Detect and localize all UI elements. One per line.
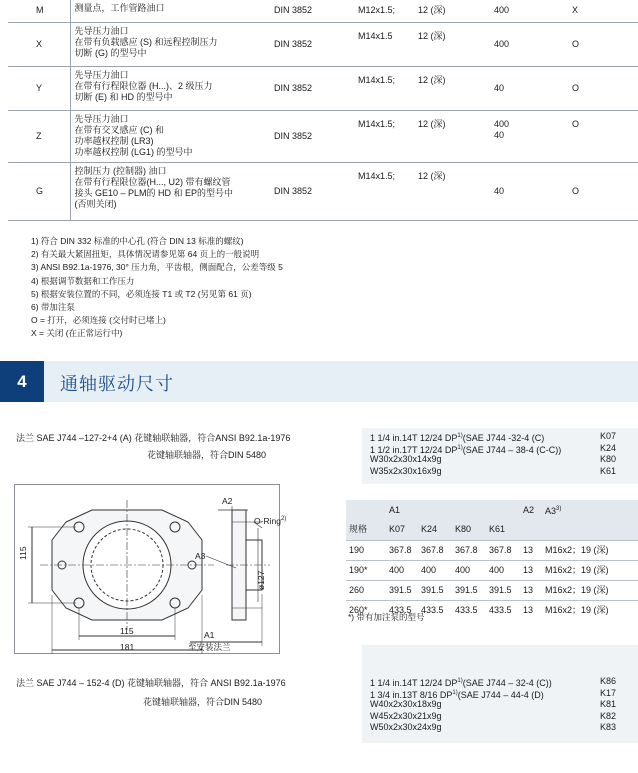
spec-header-cell: 规格 xyxy=(346,520,386,540)
thread-cell: M14x1.5; xyxy=(354,162,414,220)
dim-115-horizontal: 115 xyxy=(120,626,134,636)
section-header xyxy=(0,361,638,402)
spec-cell: 391.5 xyxy=(486,580,520,600)
spline-item xyxy=(370,466,616,477)
pressure-cell xyxy=(490,22,568,66)
depth-cell: 12 (深) xyxy=(414,162,490,220)
footnote-line: 6) 带加注泵 xyxy=(31,302,75,312)
section-number: 4 xyxy=(0,361,44,402)
spec-cell: 400 xyxy=(486,560,520,580)
spec-cell: 433.5 xyxy=(386,600,418,620)
pressure-cell xyxy=(490,66,568,110)
state-cell: O xyxy=(568,22,638,66)
spline-spec: W45x2x30x21x9g xyxy=(370,710,442,721)
spec-row xyxy=(346,560,638,580)
spec-cell: M16x2；19 (深) xyxy=(542,540,638,560)
spec-cell: 400 xyxy=(418,560,452,580)
spline-spec: 1 1/2 in.17T 12/24 DP xyxy=(370,444,458,455)
state-cell: O xyxy=(568,162,638,220)
dim-181: 181 xyxy=(120,642,135,652)
spec-cell: 13 xyxy=(520,560,542,580)
pressure-value-2: 40 xyxy=(494,129,505,140)
spec-header-row xyxy=(346,500,638,520)
depth-cell: 12 (深) xyxy=(414,110,490,162)
spec-header-a3-sup: 3) xyxy=(556,505,562,512)
spline-standard: (SAE J744 -32-4 (C) xyxy=(462,433,545,443)
label-a2: A2 xyxy=(222,496,233,506)
depth-cell: 12 (深) xyxy=(414,66,490,110)
spec-cell: 190 xyxy=(346,540,386,560)
spec-cell: 367.8 xyxy=(452,540,486,560)
dim-127: ø127 xyxy=(256,570,266,590)
port-cell: Z xyxy=(8,110,70,162)
spec-cell: 367.8 xyxy=(386,540,418,560)
spline-spec: 1 1/4 in.14T 12/24 DP xyxy=(370,433,458,443)
spline-code: K61 xyxy=(599,465,616,476)
desc-cell: 先导压力油口 在带有负载感应 (S) 和远程控制压力 切断 (G) 的型号中 xyxy=(70,22,270,66)
footnote-line: O = 打开，必须连接 (交付时已堵上) xyxy=(31,315,166,326)
spec-cell: 367.8 xyxy=(418,540,452,560)
port-row xyxy=(8,22,638,66)
spec-cell: M16x2；19 (深) xyxy=(542,600,638,620)
spec-cell: 400 xyxy=(452,560,486,580)
spec-header-cell: K24 xyxy=(418,520,452,540)
port-row xyxy=(8,110,638,162)
spec-header-a3-label: A3 xyxy=(545,505,557,516)
spec-header-cell: A2 xyxy=(520,500,542,520)
spline-sup: 1) xyxy=(457,433,463,439)
spline-standard: (SAE J744 – 38-4 (C-C)) xyxy=(462,444,562,455)
spec-row xyxy=(346,540,638,560)
flange-drawing xyxy=(0,470,300,670)
spline-spec: W35x2x30x16x9g xyxy=(370,465,442,476)
thread-cell: M14x1.5; xyxy=(354,110,414,162)
spec-footnote: *) 带有加注泵的型号 xyxy=(348,612,425,622)
pressure-cell xyxy=(490,110,568,162)
std-cell: DIN 3852 xyxy=(270,0,354,22)
spec-header-cell xyxy=(520,520,542,540)
state-cell: O xyxy=(568,110,638,162)
state-cell: X xyxy=(568,0,638,22)
spec-cell: 391.5 xyxy=(386,580,418,600)
port-cell: M xyxy=(8,0,70,22)
footnote-line: X = 关闭 (在正常运行中) xyxy=(31,328,123,339)
spec-cell: 13 xyxy=(520,600,542,620)
port-cell: G xyxy=(8,162,70,220)
footnote-line: 5) 根据安装位置的不同，必须连接 T1 或 T2 (另见第 61 页) xyxy=(31,288,252,299)
pressure-value: 40 xyxy=(494,82,505,93)
label-a1: A1 xyxy=(204,630,215,640)
port-cell: X xyxy=(8,22,70,66)
spline-spec: W30x2x30x14x9g xyxy=(370,454,442,464)
std-cell: DIN 3852 xyxy=(270,110,354,162)
spline-spec: 1 1/4 in.14T 12/24 DP xyxy=(370,678,458,688)
desc-cell: 测量点，工作管路油口 xyxy=(70,0,270,22)
spline-sup: 1) xyxy=(457,444,463,451)
spline-standard: (SAE J744 – 44-4 (D) xyxy=(457,689,544,700)
pressure-value: 400 xyxy=(494,38,510,49)
spec-cell: 13 xyxy=(520,580,542,600)
dimension-table xyxy=(346,500,638,620)
spec-header-cell xyxy=(346,500,386,520)
spline-spec: W40x2x30x18x9g xyxy=(370,699,442,709)
spline-item xyxy=(370,722,616,733)
pressure-value: 400 xyxy=(494,5,510,16)
spec-cell: 391.5 xyxy=(452,580,486,600)
std-cell: DIN 3852 xyxy=(270,162,354,220)
spec-header-cell xyxy=(418,500,452,520)
thread-cell: M14x1.5; xyxy=(354,66,414,110)
spec-cell: 433.5 xyxy=(486,600,520,620)
spec-cell: 433.5 xyxy=(418,600,452,620)
port-row xyxy=(8,0,638,22)
spec-cell: 13 xyxy=(520,540,542,560)
flange1-caption: 法兰 SAE J744 –127-2+4 (A) 花键轴联轴器，符合ANSI B92.1a-1976 xyxy=(16,433,291,443)
spec-cell: 400 xyxy=(386,560,418,580)
footnote-line: 2) 有关最大紧固扭矩，具体情况请参见第 64 页上的一般说明 xyxy=(31,249,260,260)
spline-code: K07 xyxy=(599,431,616,441)
spec-header-cell xyxy=(452,500,486,520)
depth-cell: 12 (深) xyxy=(414,22,490,66)
spec-header-cell xyxy=(542,520,638,540)
port-row xyxy=(8,66,638,110)
state-cell: O xyxy=(568,66,638,110)
spline-code: K24 xyxy=(599,442,616,453)
spline-code: K86 xyxy=(599,676,616,686)
label-a3: A3 xyxy=(195,551,206,561)
footnote-line: 4) 根据调节数据和工作压力 xyxy=(31,275,135,286)
desc-cell: 先导压力油口 在带有交叉感应 (C) 和 功率越权控制 (LR3) 功率越权控制 (LG1) 的型号中 xyxy=(70,110,270,162)
spec-cell: 433.5 xyxy=(452,600,486,620)
spline-sup: 1) xyxy=(452,689,458,696)
spline-standard: (SAE J744 – 32-4 (C)) xyxy=(462,678,552,688)
footnote-line: 3) ANSI B92.1a-1976, 30° 压力角，平齿根，侧面配合，公差等级 5 xyxy=(31,262,283,273)
spec-cell: 391.5 xyxy=(418,580,452,600)
section-title: 通轴驱动尺寸 xyxy=(60,374,174,394)
dim-115-vertical: 115 xyxy=(18,546,28,560)
spec-header-a3 xyxy=(542,500,638,520)
spec-cell: 260* xyxy=(346,600,386,620)
spline-item xyxy=(370,454,616,465)
spline-item xyxy=(370,699,616,710)
spec-cell: M16x2；19 (深) xyxy=(542,580,638,600)
spline-spec: 1 3/4 in.13T 8/16 DP xyxy=(370,689,453,700)
spec-header-row-2 xyxy=(346,520,638,540)
flange2-caption: 法兰 SAE J744 – 152-4 (D) 花键轴联轴器，符合 ANSI B92.1a-1976 xyxy=(16,678,286,688)
flange1-caption-2: 花键轴联轴器，符合DIN 5480 xyxy=(147,450,267,460)
spec-header-cell: K61 xyxy=(486,520,520,540)
flange2-caption-2: 花键轴联轴器，符合DIN 5480 xyxy=(143,697,263,707)
std-cell: DIN 3852 xyxy=(270,22,354,66)
footnote-line: 1) 符合 DIN 332 标准的中心孔 (符合 DIN 13 标准的螺纹) xyxy=(31,236,244,246)
spec-cell: 367.8 xyxy=(486,540,520,560)
spline-item xyxy=(370,711,616,722)
desc-cell: 控制压力 (控制器) 油口 在带有行程限位器(H..., U2) 带有螺纹管 接头 GE10 – PLM的 HD 和 EP的型号中 (否则关闭) xyxy=(70,162,270,220)
std-cell: DIN 3852 xyxy=(270,66,354,110)
pressure-value: 400 xyxy=(494,118,510,129)
spline-code: K83 xyxy=(599,722,616,732)
spec-header-cell: K80 xyxy=(452,520,486,540)
thread-cell: M14x1.5 xyxy=(354,22,414,66)
spec-cell: M16x2；19 (深) xyxy=(542,560,638,580)
flange-caption: 至安装法兰 xyxy=(188,642,231,652)
spec-header-cell: K07 xyxy=(386,520,418,540)
desc-cell: 先导压力油口 在带有行程限位器 (H...)、2 级压力 切断 (E) 和 HD 的型号中 xyxy=(70,66,270,110)
spline-sup: 1) xyxy=(457,678,463,684)
pressure-value: 40 xyxy=(494,185,505,196)
thread-cell: M12x1.5; xyxy=(354,0,414,22)
ports-table xyxy=(8,0,638,221)
spec-row xyxy=(346,580,638,600)
label-oring: O-Ring$^{2)}$ xyxy=(254,515,287,526)
pressure-cell xyxy=(490,162,568,220)
port-row xyxy=(8,162,638,220)
depth-cell: 12 (深) xyxy=(414,0,490,22)
spline-code: K82 xyxy=(599,710,616,721)
spline-code: K80 xyxy=(599,454,616,464)
spec-header-cell xyxy=(486,500,520,520)
spline-code: K17 xyxy=(599,687,616,698)
spec-header-cell: A1 xyxy=(386,500,418,520)
spline-code: K81 xyxy=(599,699,616,709)
spec-cell: 190* xyxy=(346,560,386,580)
pressure-cell xyxy=(490,0,568,22)
port-cell: Y xyxy=(8,66,70,110)
spec-cell: 260 xyxy=(346,580,386,600)
spline-spec: W50x2x30x24x9g xyxy=(370,722,442,732)
